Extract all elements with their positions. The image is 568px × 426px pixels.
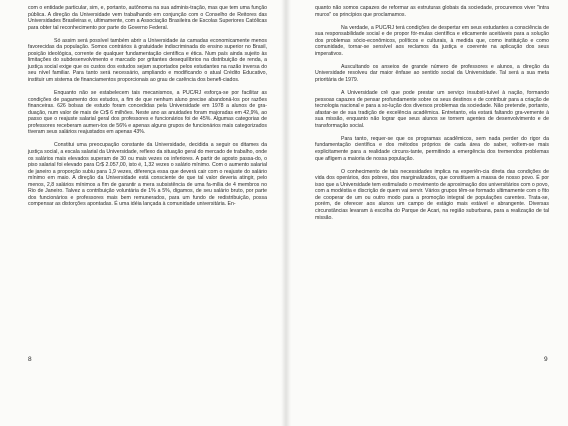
book-gutter	[281, 0, 291, 426]
left-page-text	[28, 5, 267, 215]
right-page-text	[315, 5, 549, 228]
page-number: 8	[28, 356, 32, 363]
right-page	[286, 0, 568, 426]
paragraph: Na verdade, a PUC/RJ terá condições de despertar em seus estudantes a consciência de sua responsabilidade social e de propor fór-mulas científica e eticamente aceitáveis para a solução dos problemas sócio-econômicos, políticos e culturais, à medida que, como instituição e como comunidade, tornar-se sensível aos reclamos da justiça e coerente na aplicação dos seus imperativos.	[315, 24, 549, 57]
paragraph: Constitui uma preocupação constante da Universidade, decidida a seguir os ditames da justiça social, a escala salarial da Universidade, reflexo da situação geral do mercado de trabalho, onde os salários mais elevados superam de 30 ou mais vezes os inferiores. A partir de agosto passa-do, o piso salarial foi elevado para Cr$ 2.057,00, isto é, 1,32 vezes o salário mínimo. Com o aumento salarial de janeiro a proporção subiu para 1,9 vezes, diferença essa que deverá cair com o reajuste do salário mínimo em maio. A direção da Universidade está consciente de que tal valor deveria atingir, pelo menos, 2,8 salários mínimos a fim de garantir a mera subsistência de uma fa-mília de 4 membros no Rio de Janeiro. Talvez a contribuição voluntária de 1% a 5%, digamos, de seu salário bruto, por parte dos funcionários e professores mais bem remunerados, para um fundo de redistribuição, possa compensar as distorções apontadas. É uma idéia lançada à comunidade universitária. En-	[28, 142, 267, 208]
paragraph: Para tanto, requer-se que os programas acadêmicos, sem nada perder do rigor da fundamentação científica e dos métodos próprios de cada área do saber, voltem-se mais explicitamente para a realidade circuns-tante, permitindo a emergência dos tremendos problemas que afligem a maioria de nossa população.	[315, 135, 549, 162]
paragraph: A Universidade crê que pode prestar um serviço insubsti-tuível à nação, formando pessoas capazes de pensar profundamente sobre os seus destinos e de contribuir para a criação de tecnologia nacional e para a so-lução dos diversos problemas da sociedade. Não pretende, portanto, afastar-se de sua tradição de excelência acadêmica. Entretanto, ela estará faltando gra-vemente à sua missão, enquanto não lograr que seus alunos se tornem agentes de desenvolvimento e de transformação social.	[315, 90, 549, 129]
paragraph: Auscultando os anseios de grande número de professores e alunos, a direção da Universidade resolveu dar maior ênfase ao sentido social da Universidade. Tal será a sua meta prioritária de 1979.	[315, 63, 549, 84]
paragraph: com o entidade particular, sim, e, portanto, autônoma na sua adminis-tração, mas que tem uma função pública. A direção da Universidade vem trabalhando em conjunção com o Conselho de Reitores das Universidades Brasileiras e, ultimamente, com a Associação Brasileira de Escolas Superiores Católicas para obter tal reconhecimento por parte do Governo Federal.	[28, 5, 267, 31]
paragraph: Só assim será possível também abrir a Universidade às camadas economicamente menos favorecidas da população. Somos contrários à gratuidade indiscriminada do ensino superior no Brasil, posição ideológica, corrente de qualquer fundamentação científica e ética. Num país ainda sujeito às limitações do subdesenvolvimento e marcado por gritantes desequilíbrios na distribuição de renda, a justiça social exige que os custos dos estudos sejam suportados pelos estudantes na razão inversa do seu nível familiar. Para tanto será necessário, ampliando e modificando o atual Crédito Educativo, instituir um sistema de financiamentos proporcionais ao grau de carência dos benefi-ciados.	[28, 37, 267, 84]
paragraph: quanto não somos capazes de reformar as estruturas globais da sociedade, procuremos viver "intra muros" os princípios que proclamamos.	[315, 5, 549, 18]
paragraph: Enquanto não se estabelecem tais mecanismos, a PUC/RJ esforça-se por facilitar as condições de pagamento dos estudos, a fim de que nenhum aluno precise abandoná-los por razões financeiras. 626 bolsas de estudo foram concedidas pela Universidade em 1978 a alunos de gra-duação, num valor de mais de Cr$ 6 milhões. Neste ano as anuidades foram majoradas em 42,9%, ao passo que o reajuste salarial geral dos professores e funcionários foi de 45%. Algumas categorias de professores receberam aumen-tos de 56% e apenas alguns grupos de funcionários mais categorizados tiveram seus salários reajustados em apenas 43%.	[28, 90, 267, 136]
paragraph: O conhecimento de tais necessidades implica na experiên-cia direta das condições de vida dos operários, dos pobres, dos marginalizados, que constituem a massa de nosso povo. É por isso que a Universidade tem estimulado o movimento de aproximação dos universitários com o povo, com a modéstia e discrição de quem vai servir. Vários grupos têm-se formado ultimamente com o fito de cooperar de um ou outro modo para a promoção integral de populações carentes. Trata-se, porém, de oferecer aos alunos um campo de estágio mais estável e abrangente. Diversas circunstâncias levaram à escolha do Parque de Acari, na região suburbana, para a realização de tal missão.	[315, 168, 549, 221]
page-number: 9	[544, 356, 548, 363]
